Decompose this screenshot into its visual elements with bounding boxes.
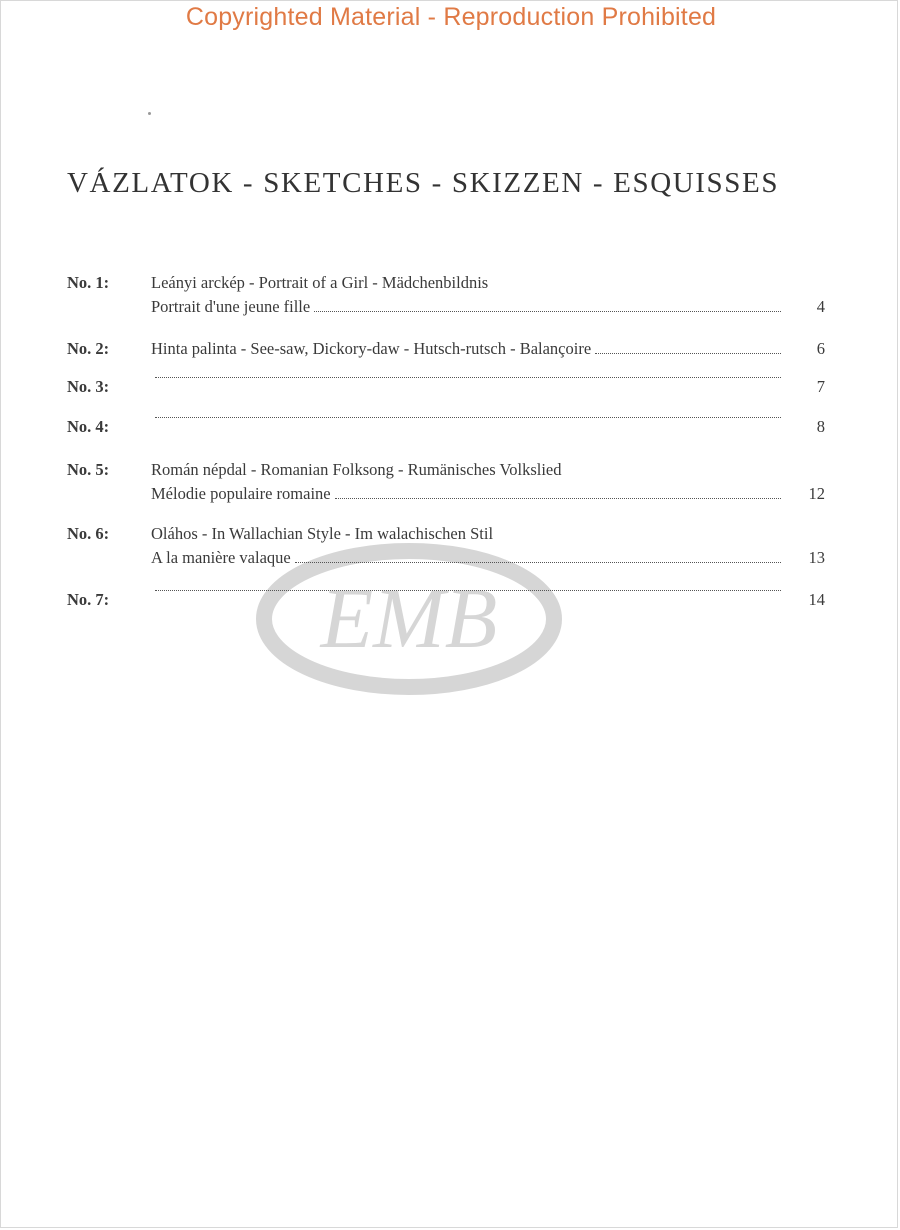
entry-page-number: 4 [816,297,825,316]
entry-number: No. 4: [67,417,110,436]
dot-leader [155,416,781,418]
entry-title-line1 [151,416,781,422]
speck-mark [148,112,151,115]
title-german: SKIZZEN [451,167,584,199]
entry-number: No. 5: [67,460,110,479]
dot-leader [595,352,781,354]
entry-title-line1: Oláhos - In Wallachian Style - Im walachischen Stil [151,524,494,543]
entry-title-line2: Portrait d'une jeune fille [151,296,781,318]
entry-page-number: 12 [808,484,825,503]
title-english: SKETCHES [263,167,423,199]
dot-leader [335,497,781,499]
title-hungarian: VÁZLATOK [67,167,234,199]
entry-number: No. 6: [67,524,110,543]
entry-page-number: 6 [816,339,825,358]
entry-page-number: 14 [808,590,825,609]
watermark-text: EMB [320,570,498,666]
entry-number: No. 7: [67,590,110,609]
entry-page-number: 8 [816,417,825,436]
entry-title-line1: Leányi arckép - Portrait of a Girl - Mädchenbildnis [151,273,489,292]
title-separator: - [431,167,443,199]
entry-title-line1 [151,376,781,382]
entry-title-line1 [151,589,781,595]
entry-number: No. 2: [67,339,110,358]
dot-leader [295,561,781,563]
copyright-banner: Copyrighted Material - Reproduction Prohibited [185,3,717,31]
entry-title-line2: A la manière valaque [151,547,781,569]
entry-number: No. 3: [67,377,110,396]
entry-number: No. 1: [67,273,110,292]
page-title [67,165,827,201]
dot-leader [155,376,781,378]
entry-title-line1: Román népdal - Romanian Folksong - Rumänisches Volkslied [151,460,562,479]
dot-leader [314,310,781,312]
title-separator: - [592,167,605,199]
entry-page-number: 13 [808,548,825,567]
entry-title-line2: Mélodie populaire romaine [151,483,781,505]
title-french: ESQUISSES [613,167,780,199]
entry-page-number: 7 [816,377,825,396]
entry-title-line1: Hinta palinta - See-saw, Dickory-daw - Hutsch-rutsch - Balançoire [151,338,781,360]
dot-leader [155,589,781,591]
title-separator: - [242,167,255,199]
